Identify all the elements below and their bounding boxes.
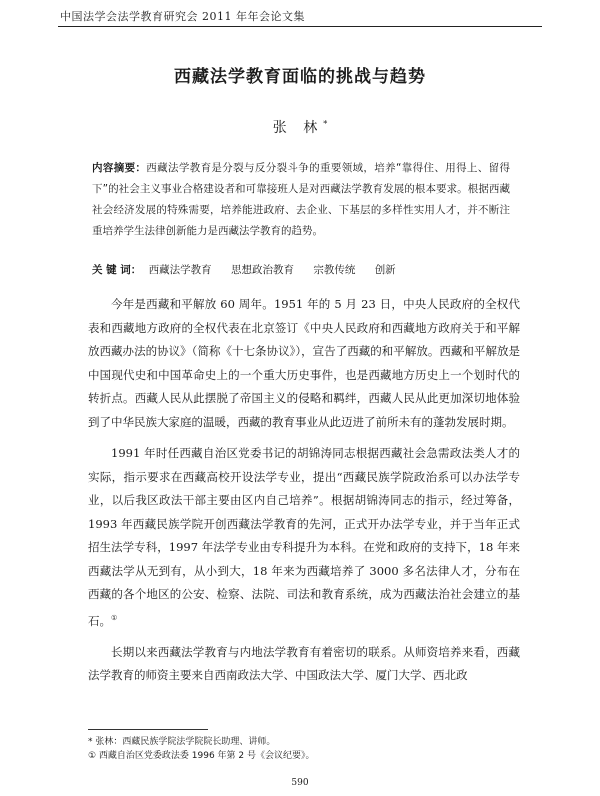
footnote: * 张林：西藏民族学院法学院院长助理、讲师。 [88, 737, 276, 747]
page-number: 590 [291, 778, 309, 788]
author-footnote-mark: * [323, 119, 328, 129]
keyword: 西藏法学教育 [148, 264, 212, 276]
body-paragraph: 今年是西藏和平解放 60 周年。1951 年的 5 月 23 日，中央人民政府的全权代表和西藏地方政府的全权代表在北京签订《中央人民政府和西藏地方政府关于和平解放西藏办法的协议》（简称《十七条协议》），宣告了西藏的和平解放。西藏和平解放是中国现代史和中国革命史上的一个重大历史事件，也是西藏地方历史上一个划时代的转折点。西藏人民从此摆脱了帝国主义的侵略和羁绊，西藏人民从此更加深切地体验到了中华民族大家庭的温暖，西藏的教育事业从此迈进了前所未有的蓬勃发展时期。 [88, 297, 520, 429]
body-paragraph-text: 1991 年时任西藏自治区党委书记的胡锦涛同志根据西藏社会急需政法类人才的实际，指示要求在西藏高校开设法学专业，提出“西藏民族学院政治系可以办法学专业，以后我区政法干部主要由区内自己培养”。根据胡锦涛同志的指示，经过筹备，1993 年西藏民族学院开创西藏法学教育的先河，正式开办法学专业，并于当年正式招生法学专科，1997 年法学专业由专科提升为本科。在党和政府的支持下，18 年来西藏法学从无到有，从小到大，18 年来为西藏培养了 3000 多名法律人才，分布在西藏的各个地区的公安、检察、法院、司法和教育系统，成为西藏法治社会建立的基石。 [88, 446, 520, 628]
body-text [88, 293, 520, 696]
keyword: 创新 [374, 264, 396, 276]
keywords-label: 关 键 词： [92, 264, 142, 276]
author-name: 张 林 [272, 120, 324, 136]
footnotes [88, 735, 520, 763]
keywords [92, 262, 510, 278]
footnote-divider [88, 729, 208, 730]
footnote-reference: ① [111, 613, 118, 622]
footnote: ① 西藏自治区党委政法委 1996 年第 2 号《会议纪要》。 [88, 751, 315, 761]
keyword: 宗教传统 [313, 264, 356, 276]
keyword: 思想政治教育 [231, 264, 294, 276]
abstract-label: 内容摘要： [92, 162, 147, 174]
header-divider [58, 26, 542, 27]
body-paragraph: 长期以来西藏法学教育与内地法学教育有着密切的联系。从师资培养来看，西藏法学教育的师资主要来自西南政法大学、中国政法大学、厦门大学、西北政 [88, 644, 520, 683]
running-header: 中国法学会法学教育研究会 2011 年年会论文集 [60, 10, 305, 23]
body-paragraph [88, 442, 520, 633]
abstract-text: 西藏法学教育是分裂与反分裂斗争的重要领域，培养“靠得住、用得上、留得下”的社会主义事业合格建设者和可靠接班人是对西藏法学教育发展的根本要求。根据西藏社会经济发展的特殊需要，培养能进政府、去企业、下基层的多样性实用人才，并不断注重培养学生法律创新能力是西藏法学教育的趋势。 [92, 162, 510, 237]
article-title: 西藏法学教育面临的挑战与趋势 [174, 67, 426, 87]
abstract [92, 158, 510, 242]
author-line [60, 117, 540, 137]
